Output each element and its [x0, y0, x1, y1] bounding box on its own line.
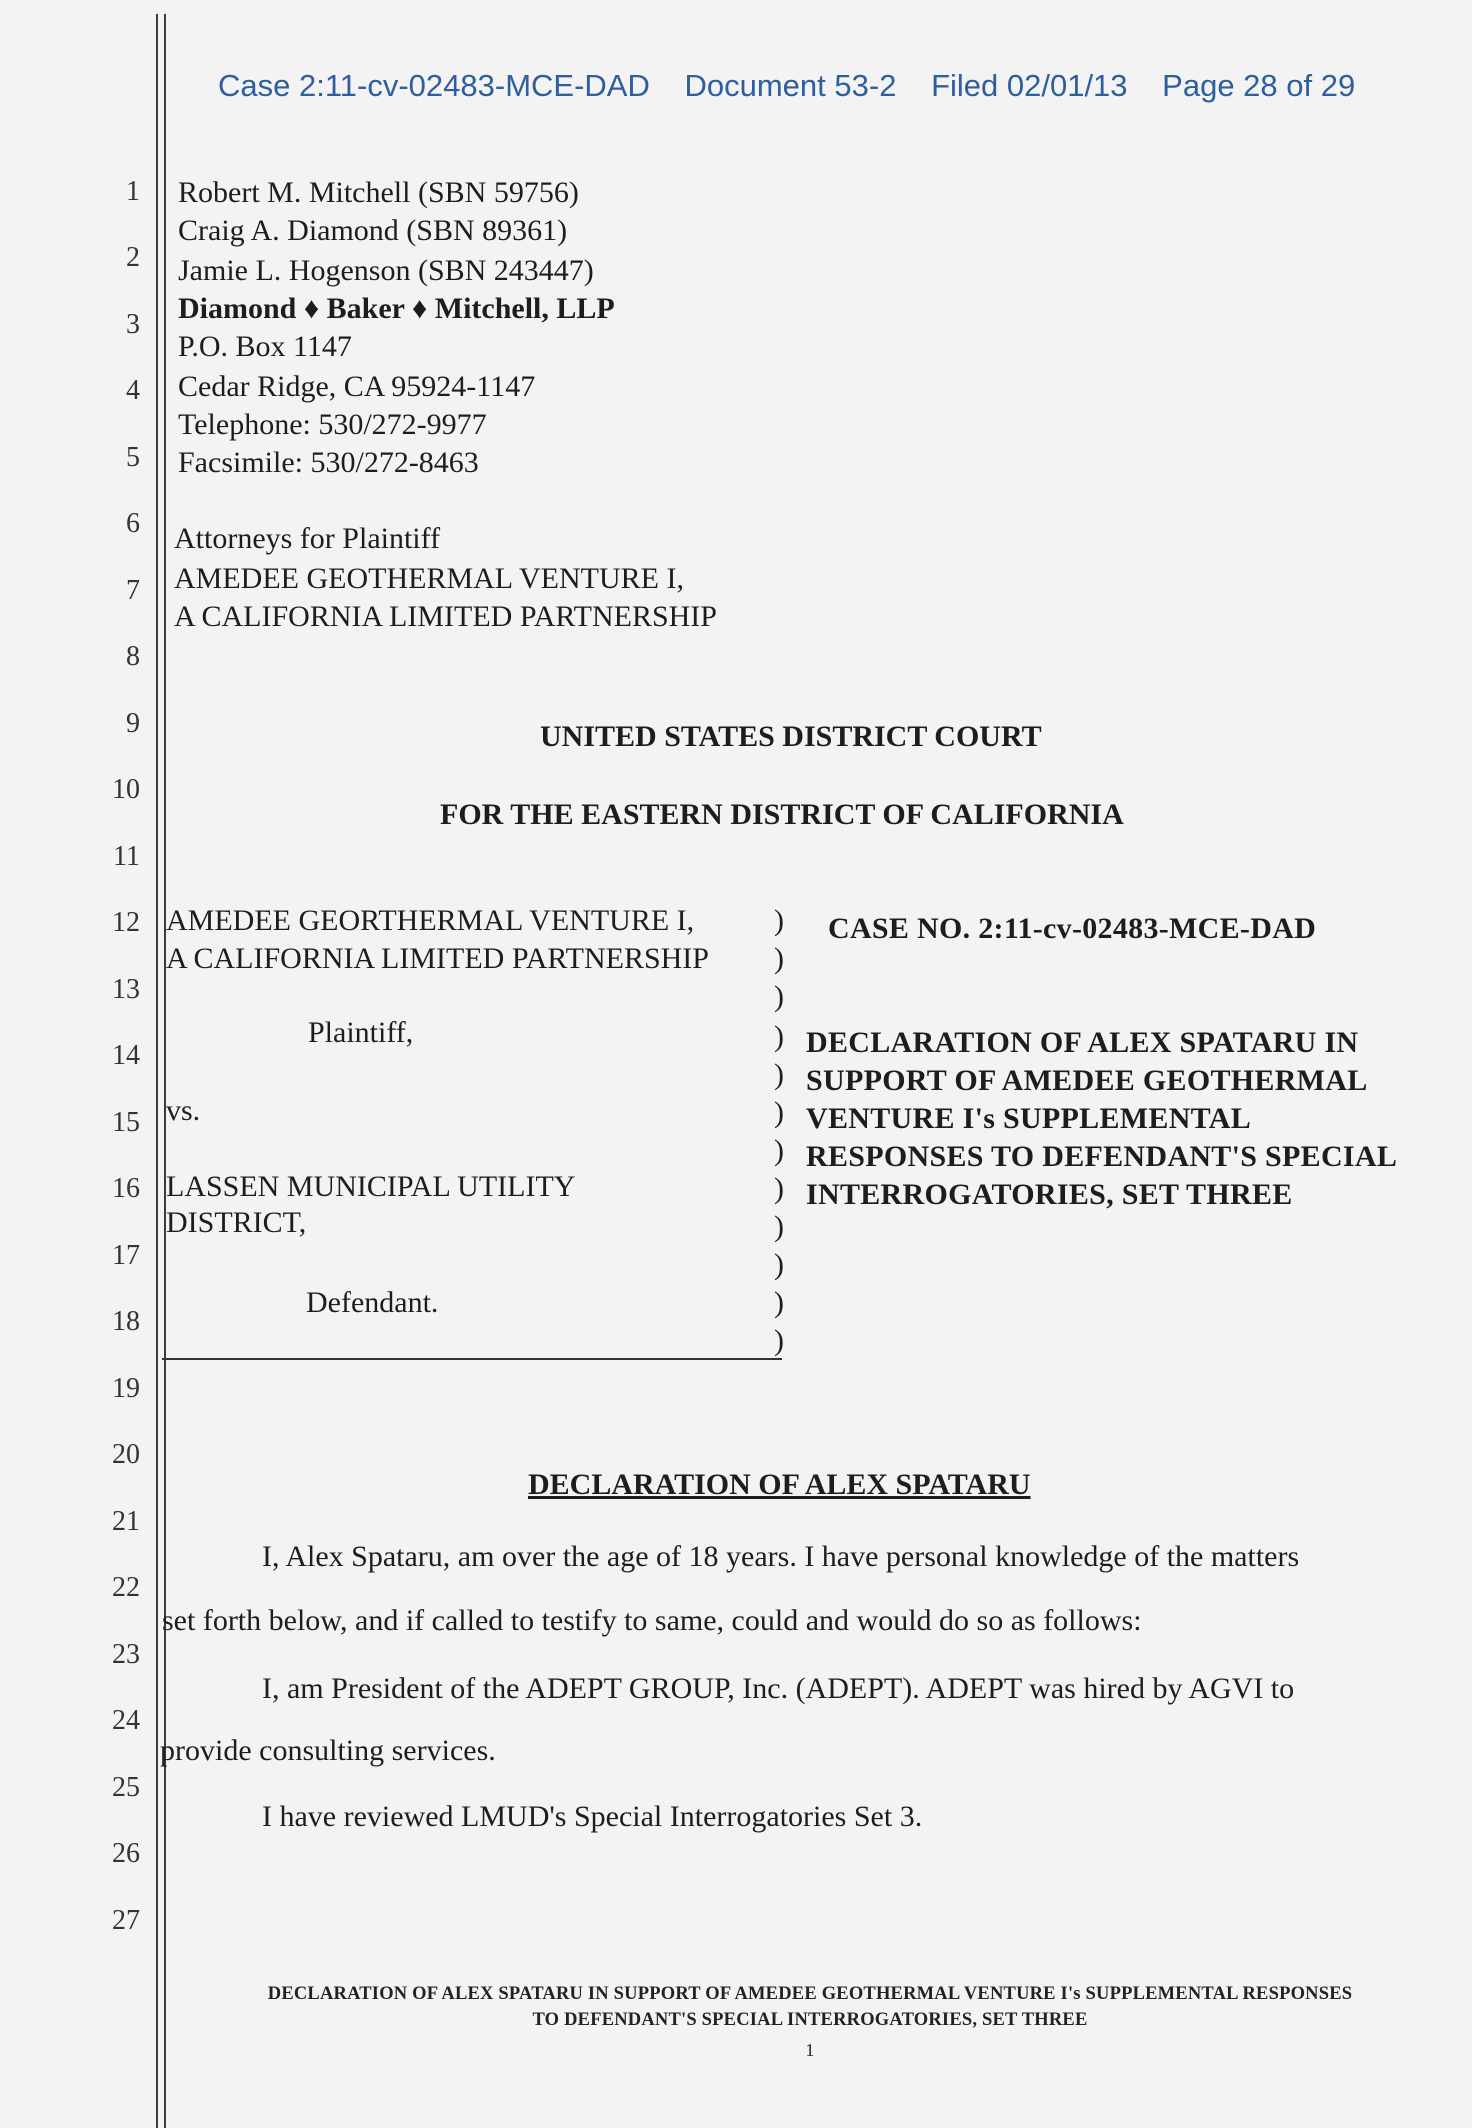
attorney-name: Robert M. Mitchell (SBN 59756) [178, 176, 579, 209]
line-number: 5 [126, 442, 140, 473]
document-title-line: INTERROGATORIES, SET THREE [806, 1178, 1293, 1211]
line-number: 9 [126, 708, 140, 739]
header-page: Page 28 of 29 [1162, 68, 1356, 103]
line-number: 10 [112, 774, 140, 805]
document-title-line: VENTURE I's SUPPLEMENTAL [806, 1102, 1252, 1135]
paragraph-2-line-1: I, am President of the ADEPT GROUP, Inc. (ADEPT). ADEPT was hired by AGVI to [262, 1672, 1295, 1705]
paragraph-1-line-2: set forth below, and if called to testify to same, could and would do so as follows: [162, 1604, 1142, 1637]
line-number: 26 [112, 1838, 140, 1869]
document-title-line: DECLARATION OF ALEX SPATARU IN [806, 1026, 1359, 1059]
caption-paren: ) [774, 1210, 784, 1243]
line-number: 6 [126, 508, 140, 539]
document-title-line: RESPONSES TO DEFENDANT'S SPECIAL [806, 1140, 1398, 1173]
case-number: CASE NO. 2:11-cv-02483-MCE-DAD [828, 912, 1317, 945]
line-number: 24 [112, 1705, 140, 1736]
line-number: 11 [113, 841, 140, 872]
client-name: AMEDEE GEOTHERMAL VENTURE I, [174, 562, 684, 595]
firm-facsimile: Facsimile: 530/272-8463 [178, 446, 479, 479]
plaintiff-role: Plaintiff, [308, 1016, 414, 1049]
line-number: 14 [112, 1040, 140, 1071]
defendant-name-cont: DISTRICT, [166, 1206, 307, 1239]
firm-telephone: Telephone: 530/272-9977 [178, 408, 487, 441]
header-filed: Filed 02/01/13 [931, 68, 1128, 103]
versus: vs. [166, 1094, 201, 1127]
caption-paren: ) [774, 1286, 784, 1319]
caption-paren: ) [774, 1058, 784, 1091]
line-number: 17 [112, 1240, 140, 1271]
declaration-title: DECLARATION OF ALEX SPATARU [528, 1468, 1031, 1501]
line-number: 13 [112, 974, 140, 1005]
caption-paren: ) [774, 1096, 784, 1129]
paragraph-3: I have reviewed LMUD's Special Interrogatories Set 3. [262, 1800, 923, 1833]
line-number: 3 [126, 309, 140, 340]
attorneys-for: Attorneys for Plaintiff [174, 522, 441, 555]
line-number: 15 [112, 1107, 140, 1138]
line-number: 23 [112, 1639, 140, 1670]
caption-paren: ) [774, 904, 784, 937]
line-number: 27 [112, 1905, 140, 1936]
line-number: 7 [126, 575, 140, 606]
firm-address-line: Cedar Ridge, CA 95924-1147 [178, 370, 536, 403]
caption-paren: ) [774, 942, 784, 975]
header-document: Document 53-2 [684, 68, 897, 103]
plaintiff-name: AMEDEE GEORTHERMAL VENTURE I, [166, 904, 695, 937]
left-margin-rule-inner [164, 14, 166, 2128]
firm-address-line: P.O. Box 1147 [178, 330, 352, 363]
caption-paren: ) [774, 1134, 784, 1167]
plaintiff-entity: A CALIFORNIA LIMITED PARTNERSHIP [166, 942, 709, 975]
caption-paren: ) [774, 1324, 784, 1357]
defendant-name: LASSEN MUNICIPAL UTILITY [166, 1170, 576, 1203]
caption-paren: ) [774, 980, 784, 1013]
attorney-name: Jamie L. Hogenson (SBN 243447) [178, 254, 594, 287]
attorney-name: Craig A. Diamond (SBN 89361) [178, 214, 568, 247]
line-number: 16 [112, 1173, 140, 1204]
document-title-line: SUPPORT OF AMEDEE GEOTHERMAL [806, 1064, 1368, 1097]
header-case: Case 2:11-cv-02483-MCE-DAD [218, 68, 650, 103]
law-firm-name: Diamond ♦ Baker ♦ Mitchell, LLP [178, 292, 615, 325]
defendant-role: Defendant. [306, 1286, 439, 1319]
paragraph-1-line-1: I, Alex Spataru, am over the age of 18 years. I have personal knowledge of the matters [262, 1540, 1300, 1573]
court-district: FOR THE EASTERN DISTRICT OF CALIFORNIA [440, 798, 1124, 831]
ecf-header [218, 68, 1418, 104]
caption-paren: ) [774, 1172, 784, 1205]
line-number: 1 [126, 176, 140, 207]
line-number: 25 [112, 1772, 140, 1803]
footer-title-line-2: TO DEFENDANT'S SPECIAL INTERROGATORIES, SET THREE [532, 2010, 1088, 2030]
line-number: 18 [112, 1306, 140, 1337]
paragraph-2-line-2: provide consulting services. [160, 1734, 496, 1767]
line-number: 8 [126, 641, 140, 672]
line-number: 20 [112, 1439, 140, 1470]
footer-title-line-1: DECLARATION OF ALEX SPATARU IN SUPPORT OF AMEDEE GEOTHERMAL VENTURE I's SUPPLEMENTAL RESPONSES [267, 1984, 1353, 2004]
line-number: 22 [112, 1572, 140, 1603]
line-number: 4 [126, 375, 140, 406]
left-margin-rule [156, 14, 158, 2128]
line-number: 21 [112, 1506, 140, 1537]
line-number: 2 [126, 242, 140, 273]
caption-paren: ) [774, 1248, 784, 1281]
client-entity: A CALIFORNIA LIMITED PARTNERSHIP [174, 600, 717, 633]
line-number: 12 [112, 907, 140, 938]
line-number: 19 [112, 1373, 140, 1404]
caption-paren: ) [774, 1020, 784, 1053]
footer-page-number: 1 [805, 2040, 815, 2060]
court-name: UNITED STATES DISTRICT COURT [540, 720, 1042, 753]
caption-bottom-rule [162, 1358, 782, 1360]
